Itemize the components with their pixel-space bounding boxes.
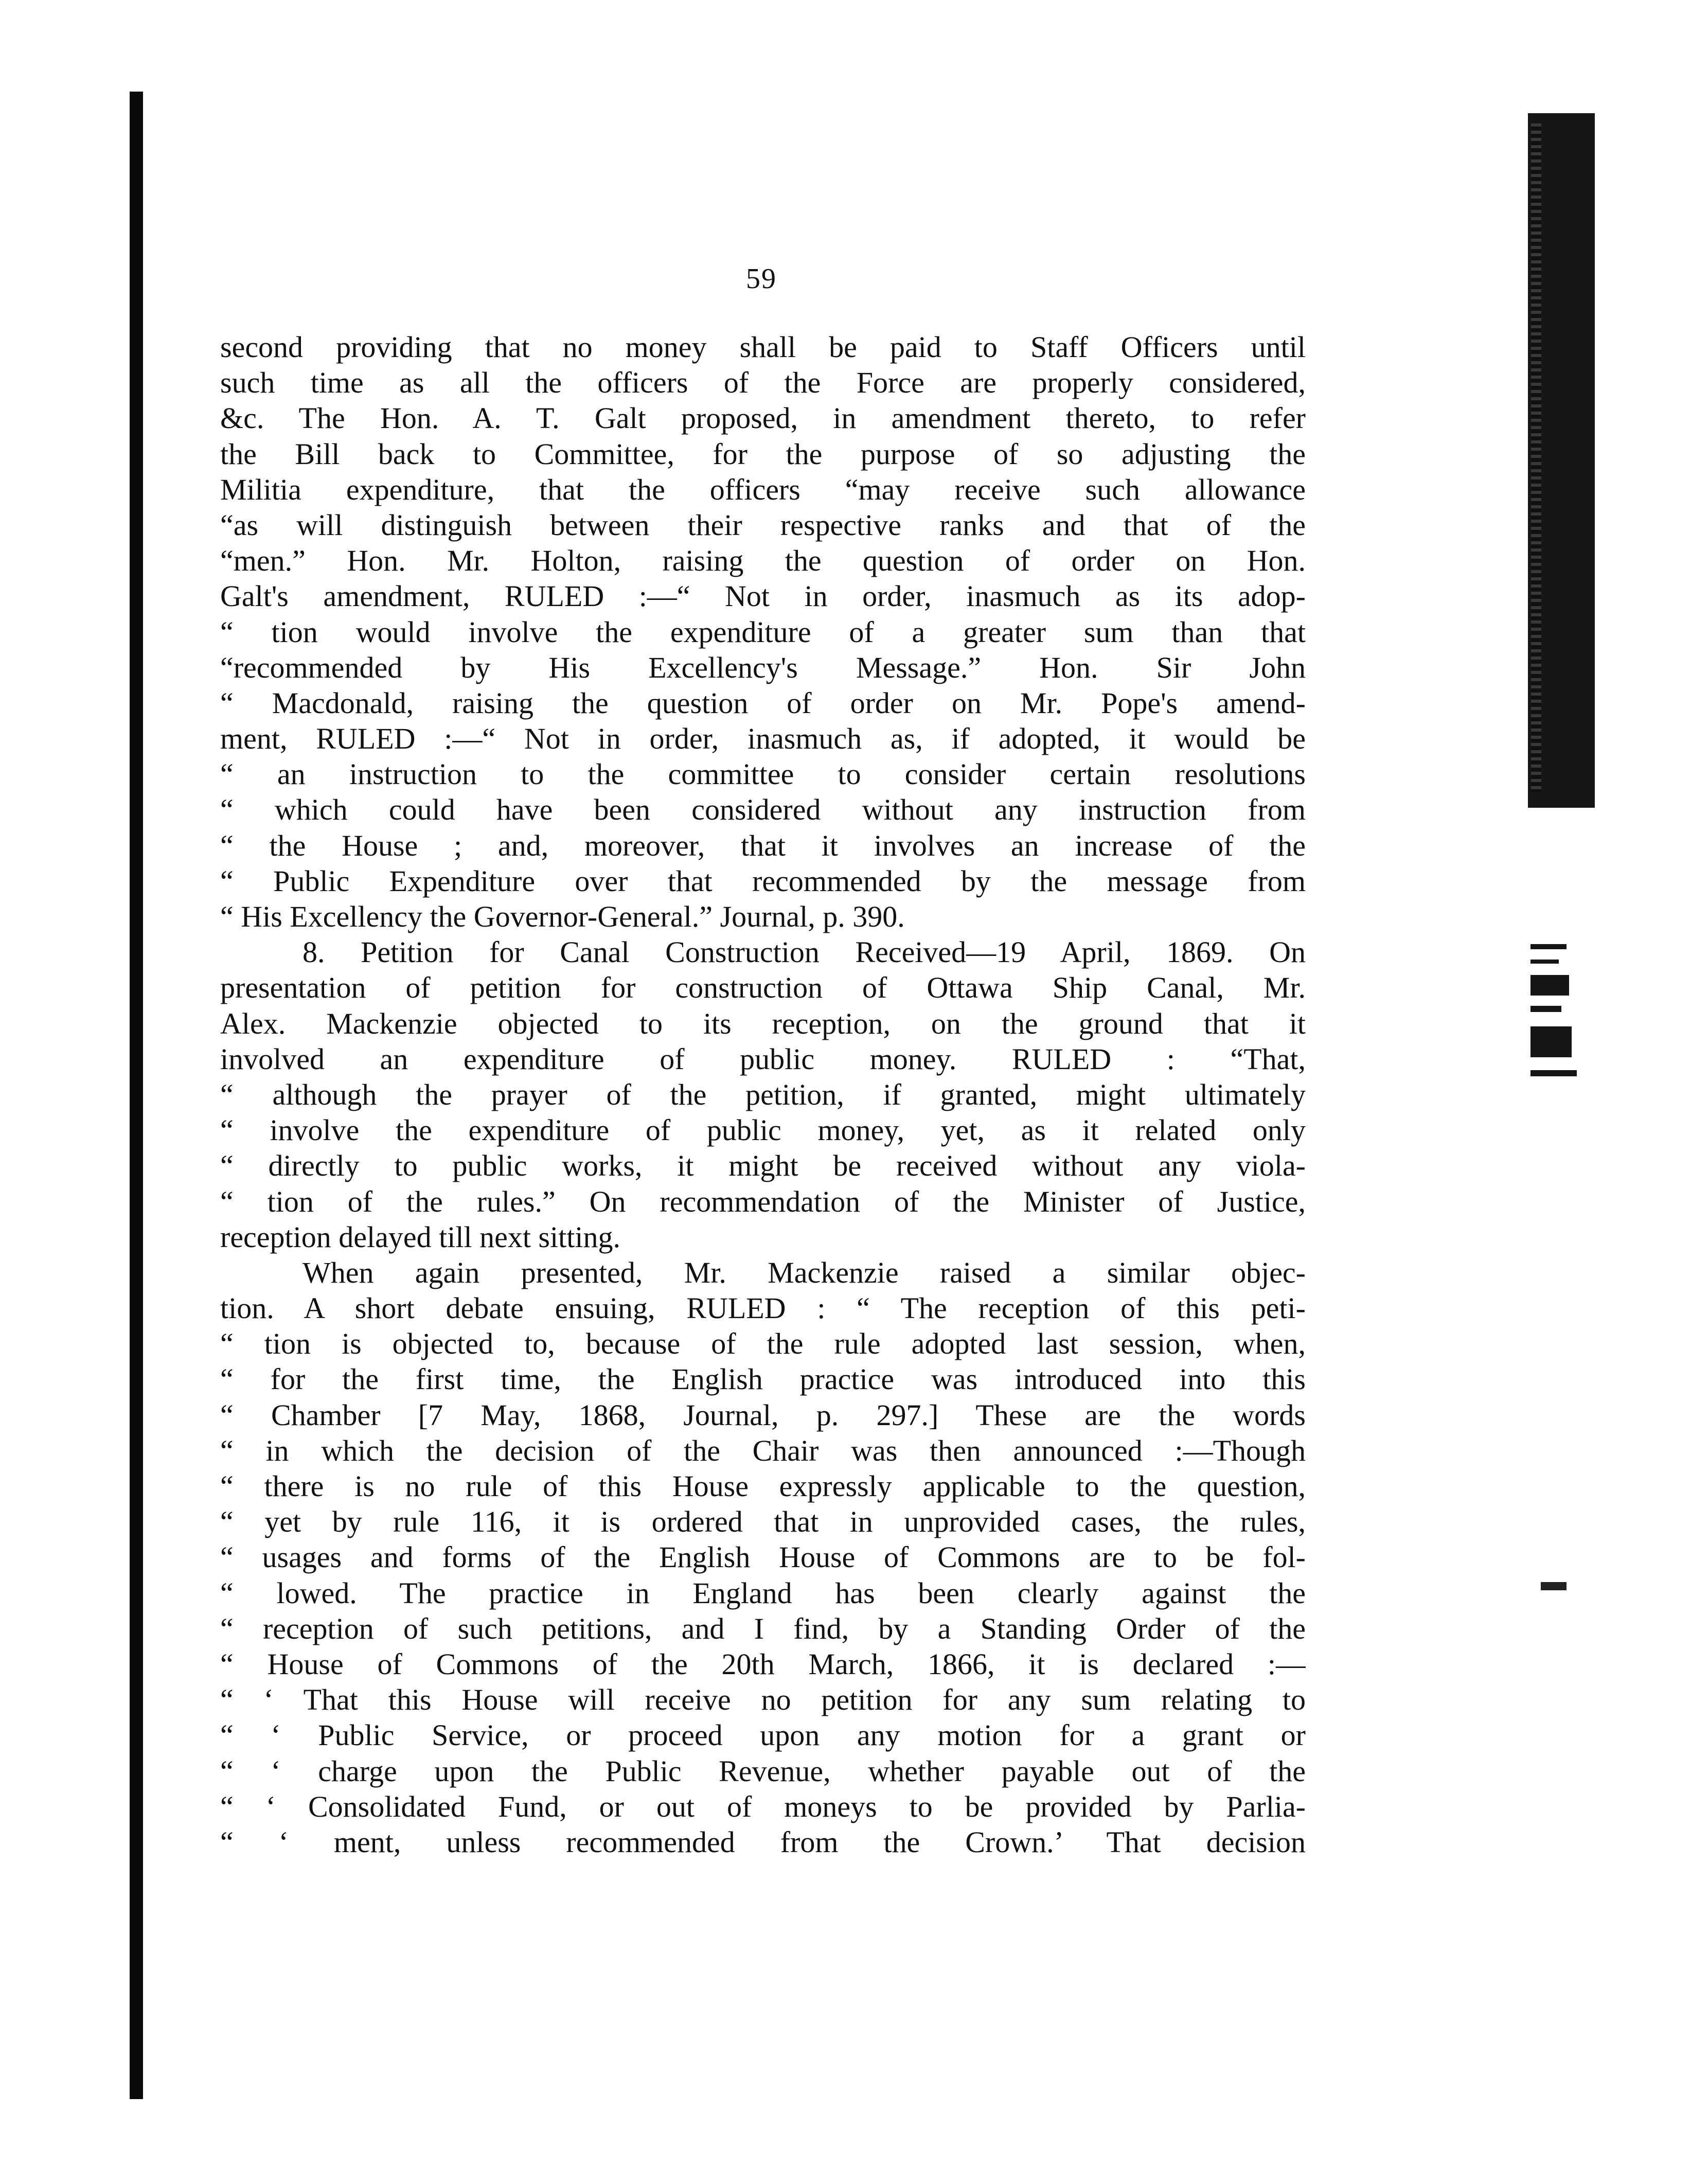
text-line: “ reception of such petitions, and I find, by a Standing Order of the	[220, 1611, 1306, 1645]
text-line: Militia expenditure, that the officers “may receive such allowance	[220, 472, 1306, 506]
text-line: reception delayed till next sitting.	[220, 1220, 620, 1254]
text-line: such time as all the officers of the Force are properly considered,	[220, 366, 1306, 400]
scan-artifact-marks	[1530, 944, 1577, 1088]
text-line: “ the House ; and, moreover, that it involves an increase of the	[220, 828, 1306, 862]
text-line: “ there is no rule of this House expressly applicable to the question,	[220, 1469, 1306, 1503]
text-line: “ yet by rule 116, it is ordered that in unprovided cases, the rules,	[220, 1505, 1306, 1539]
text-line: “ House of Commons of the 20th March, 1866, it is declared :—	[220, 1647, 1306, 1681]
text-line: “ tion of the rules.” On recommendation of the Minister of Justice,	[220, 1184, 1306, 1218]
text-line: “ ‘ Consolidated Fund, or out of moneys to be provided by Parlia-	[220, 1789, 1306, 1823]
text-line: “ Chamber [7 May, 1868, Journal, p. 297.] These are the words	[220, 1398, 1306, 1432]
text-line: second providing that no money shall be paid to Staff Officers until	[220, 330, 1306, 364]
text-line: “ ‘ That this House will receive no petition for any sum relating to	[220, 1683, 1306, 1717]
text-line: “ Public Expenditure over that recommended by the message from	[220, 864, 1306, 898]
text-line: Galt's amendment, RULED :—“ Not in order, inasmuch as its adop-	[220, 579, 1306, 613]
text-line: “as will distinguish between their respective ranks and that of the	[220, 508, 1306, 542]
text-line: “ usages and forms of the English House of Commons are to be fol-	[220, 1540, 1306, 1574]
text-line: Alex. Mackenzie objected to its reception, on the ground that it	[220, 1006, 1306, 1040]
text-line: “ tion would involve the expenditure of a greater sum than that	[220, 615, 1306, 649]
scan-artifact-block	[1528, 113, 1595, 808]
text-line: 8. Petition for Canal Construction Received—19 April, 1869. On	[302, 935, 1306, 969]
text-line: When again presented, Mr. Mackenzie raised a similar objec-	[302, 1255, 1306, 1289]
text-line: &c. The Hon. A. T. Galt proposed, in amendment thereto, to refer	[220, 401, 1306, 435]
text-line: “ lowed. The practice in England has been clearly against the	[220, 1576, 1306, 1610]
text-line: presentation of petition for construction of Ottawa Ship Canal, Mr.	[220, 971, 1306, 1005]
text-line: “ in which the decision of the Chair was then announced :—Though	[220, 1433, 1306, 1467]
text-line: ment, RULED :—“ Not in order, inasmuch as, if adopted, it would be	[220, 722, 1306, 756]
text-line: “recommended by His Excellency's Message.” Hon. Sir John	[220, 650, 1306, 684]
text-line: “ for the first time, the English practice was introduced into this	[220, 1362, 1306, 1396]
text-line: the Bill back to Committee, for the purpose of so adjusting the	[220, 437, 1306, 471]
text-line: “ ‘ Public Service, or proceed upon any motion for a grant or	[220, 1718, 1306, 1752]
text-line: “ His Excellency the Governor-General.” Journal, p. 390.	[220, 900, 905, 933]
scan-artifact-dash	[1541, 1582, 1567, 1590]
text-line: “ tion is objected to, because of the rule adopted last session, when,	[220, 1327, 1306, 1361]
text-line: “ Macdonald, raising the question of order on Mr. Pope's amend-	[220, 686, 1306, 720]
text-line: “ an instruction to the committee to consider certain resolutions	[220, 757, 1306, 791]
scan-binding-edge	[130, 92, 143, 2099]
text-line: “ involve the expenditure of public money, yet, as it related only	[220, 1113, 1306, 1147]
page-number: 59	[746, 263, 777, 295]
text-line: “ ‘ ment, unless recommended from the Crown.’ That decision	[220, 1825, 1306, 1859]
text-line: “ directly to public works, it might be received without any viola-	[220, 1149, 1306, 1183]
body-text	[220, 329, 1306, 1860]
text-line: “ which could have been considered without any instruction from	[220, 793, 1306, 827]
text-line: “men.” Hon. Mr. Holton, raising the question of order on Hon.	[220, 544, 1306, 578]
text-line: “ although the prayer of the petition, if granted, might ultimately	[220, 1077, 1306, 1111]
text-line: involved an expenditure of public money. RULED : “That,	[220, 1042, 1306, 1076]
text-line: “ ‘ charge upon the Public Revenue, whether payable out of the	[220, 1754, 1306, 1788]
text-line: tion. A short debate ensuing, RULED : “ The reception of this peti-	[220, 1291, 1306, 1325]
